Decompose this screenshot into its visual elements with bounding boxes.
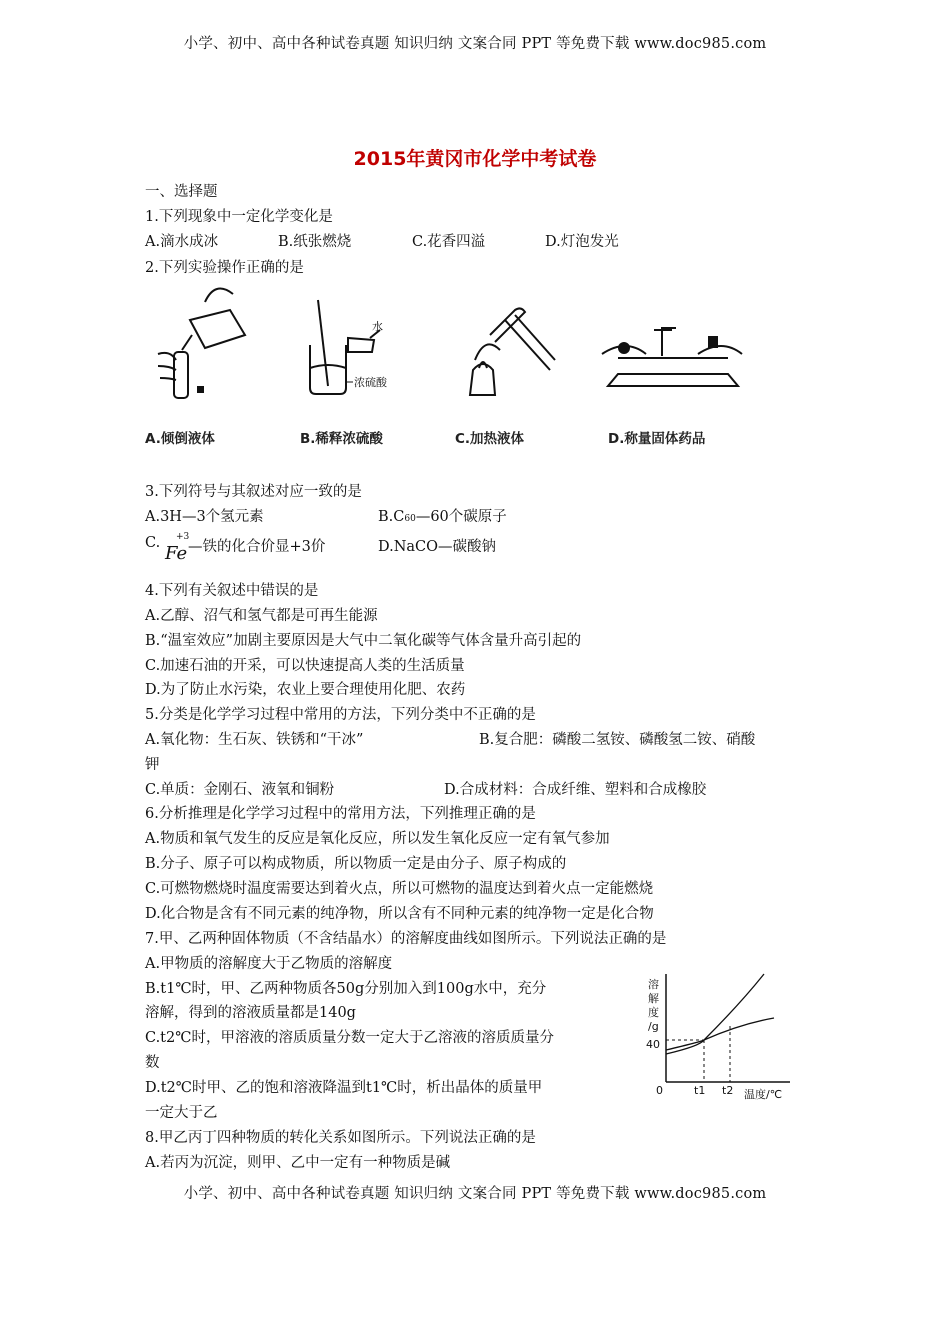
q5-option-b-cont: 钾 xyxy=(145,757,160,773)
q1-option-c: C.花香四溢 xyxy=(412,234,486,250)
solubility-graph xyxy=(640,970,810,1110)
q6-option-d: D.化合物是含有不同元素的纯净物，所以含有不同种元素的纯净物一定是化合物 xyxy=(145,906,654,922)
q1-stem: 1.下列现象中一定化学变化是 xyxy=(145,209,333,225)
q7-option-c-line2: 数 xyxy=(145,1055,160,1071)
x-tick-t1: t1 xyxy=(694,1084,706,1097)
q3-option-b: B.C60—60个碳原子 xyxy=(378,509,507,525)
q6-stem: 6.分析推理是化学学习过程中的常用方法，下列推理正确的是 xyxy=(145,806,536,822)
q2-option-d: D.称量固体药品 xyxy=(608,431,706,447)
q4-option-c: C.加速石油的开采，可以快速提高人类的生活质量 xyxy=(145,658,465,674)
q4-stem: 4.下列有关叙述中错误的是 xyxy=(145,583,319,599)
q5-option-b: B.复合肥：磷酸二氢铵、磷酸氢二铵、硝酸 xyxy=(479,732,756,748)
q7-stem: 7.甲、乙两种固体物质（不含结晶水）的溶解度曲线如图所示。下列说法正确的是 xyxy=(145,931,667,947)
q6-option-c: C.可燃物燃烧时温度需要达到着火点，所以可燃物的温度达到着火点一定能燃烧 xyxy=(145,881,654,897)
exam-title: 2015年黄冈市化学中考试卷 xyxy=(353,148,597,170)
section-heading: 一、选择题 xyxy=(145,184,218,200)
water-label: 水 xyxy=(372,320,383,333)
q3-option-c-text: —铁的化合价显+3价 xyxy=(188,539,326,555)
q2-stem: 2.下列实验操作正确的是 xyxy=(145,260,304,276)
q7-option-b-line2: 溶解，得到的溶液质量都是140g xyxy=(145,1005,356,1021)
curve-jia xyxy=(666,974,764,1054)
figure-balance xyxy=(598,320,748,400)
x-axis-label: 温度/℃ xyxy=(744,1088,783,1101)
q5-option-d: D.合成材料：合成纤维、塑料和合成橡胶 xyxy=(444,782,707,798)
y-label-1: 溶 xyxy=(648,978,659,991)
y-label-2: 解 xyxy=(648,992,659,1005)
q3-option-c-label: C. xyxy=(145,535,161,551)
q2-option-b: B.稀释浓硫酸 xyxy=(300,431,383,447)
q8-stem: 8.甲乙丙丁四种物质的转化关系如图所示。下列说法正确的是 xyxy=(145,1130,536,1146)
iron-symbol: Fe xyxy=(165,543,188,564)
q7-option-d-line1: D.t2℃时甲、乙的饱和溶液降温到t1℃时，析出晶体的质量甲 xyxy=(145,1080,543,1096)
q5-option-a: A.氧化物：生石灰、铁锈和“干冰” xyxy=(145,732,364,748)
q5-stem: 5.分类是化学学习过程中常用的方法，下列分类中不正确的是 xyxy=(145,707,536,723)
q6-option-a: A.物质和氧气发生的反应是氧化反应，所以发生氧化反应一定有氧气参加 xyxy=(145,831,610,847)
q2-option-a: A.倾倒液体 xyxy=(145,431,215,447)
y-tick-40: 40 xyxy=(646,1038,660,1051)
q3-option-d: D.NaCO—碳酸钠 xyxy=(378,539,497,555)
q3-stem: 3.下列符号与其叙述对应一致的是 xyxy=(145,484,362,500)
q7-option-d-line2: 一定大于乙 xyxy=(145,1105,218,1121)
q6-option-b: B.分子、原子可以构成物质，所以物质一定是由分子、原子构成的 xyxy=(145,856,567,872)
q7-option-a: A.甲物质的溶解度大于乙物质的溶解度 xyxy=(145,956,393,972)
q5-option-c: C.单质：金刚石、液氧和铜粉 xyxy=(145,782,335,798)
q7-option-c-line1: C.t2℃时，甲溶液的溶质质量分数一定大于乙溶液的溶质质量分 xyxy=(145,1030,554,1046)
q8-option-a: A.若丙为沉淀，则甲、乙中一定有一种物质是碱 xyxy=(145,1155,451,1171)
page-header: 小学、初中、高中各种试卷真题 知识归纳 文案合同 PPT 等免费下载 www.doc985.com xyxy=(183,36,767,52)
figure-heating-liquid xyxy=(455,300,565,410)
q4-option-a: A.乙醇、沼气和氢气都是可再生能源 xyxy=(145,608,378,624)
page-footer: 小学、初中、高中各种试卷真题 知识归纳 文案合同 PPT 等免费下载 www.doc985.com xyxy=(183,1186,767,1202)
q2-option-c: C.加热液体 xyxy=(455,431,525,447)
origin-label: 0 xyxy=(656,1084,663,1097)
q3-option-a: A.3H—3个氢元素 xyxy=(145,509,264,525)
y-label-3: 度 xyxy=(648,1006,659,1019)
x-tick-t2: t2 xyxy=(722,1084,734,1097)
figure-diluting-acid xyxy=(300,300,410,410)
figure-pouring-liquid xyxy=(150,280,250,410)
q1-option-b: B.纸张燃烧 xyxy=(278,234,352,250)
acid-label: 浓硫酸 xyxy=(354,376,387,389)
y-label-4: /g xyxy=(648,1020,659,1033)
q4-option-b: B.“温室效应”加剧主要原因是大气中二氧化碳等气体含量升高引起的 xyxy=(145,633,582,649)
q4-option-d: D.为了防止水污染，农业上要合理使用化肥、农药 xyxy=(145,682,466,698)
q7-option-b-line1: B.t1℃时，甲、乙两种物质各50g分别加入到100g水中，充分 xyxy=(145,981,547,997)
q1-option-a: A.滴水成冰 xyxy=(145,234,219,250)
q1-option-d: D.灯泡发光 xyxy=(545,234,619,250)
valence-superscript: +3 xyxy=(176,532,190,542)
